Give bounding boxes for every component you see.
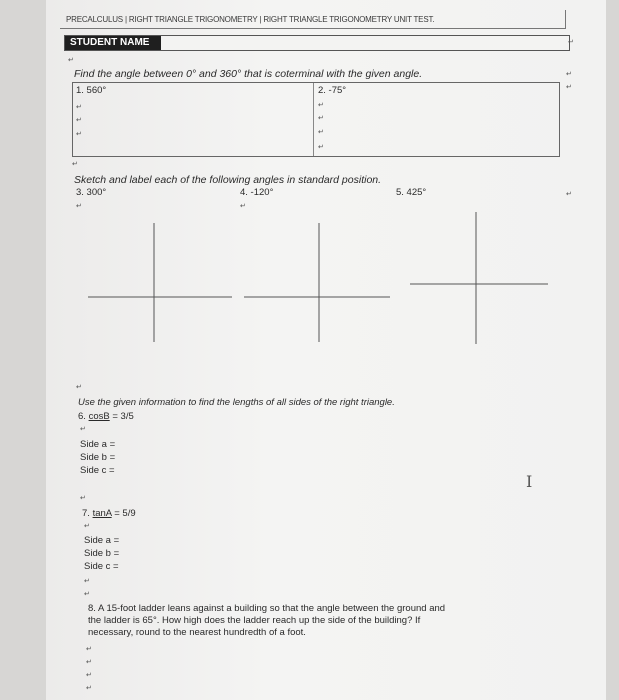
question-7-function: tanA <box>92 508 112 519</box>
document-header: PRECALCULUS | RIGHT TRIANGLE TRIGONOMETRY | RIGHT TRIANGLE TRIGONOMETRY UNIT TEST. <box>66 15 435 24</box>
return-mark-icon: ↵ <box>84 591 90 598</box>
question-6 <box>78 411 134 422</box>
return-mark-icon: ↵ <box>76 384 82 391</box>
return-mark-icon: ↵ <box>86 646 92 653</box>
question-7-value: = 5/9 <box>114 508 136 519</box>
return-mark-icon: ↵ <box>566 84 572 91</box>
return-mark-icon: ↵ <box>318 102 324 109</box>
q6-side-a: Side a = <box>80 439 116 450</box>
question-6-number: 6. <box>78 411 86 422</box>
question-8-line-1: 8. A 15-foot ladder leans against a building so that the angle between the ground and <box>88 603 446 614</box>
q7-side-b: Side b = <box>84 548 120 559</box>
question-3: 3. 300° <box>76 187 107 198</box>
question-6-function: cosB <box>88 411 110 422</box>
question-8-line-2: the ladder is 65°. How high does the ladder reach up the side of the building? If <box>88 615 421 626</box>
return-mark-icon: ↵ <box>84 578 90 585</box>
return-mark-icon: ↵ <box>80 495 86 502</box>
question-2: 2. -75° <box>318 85 347 96</box>
return-mark-icon: ↵ <box>84 523 90 530</box>
q7-side-c: Side c = <box>84 561 119 572</box>
return-mark-icon: ↵ <box>72 161 78 168</box>
return-mark-icon: ↵ <box>76 203 82 210</box>
return-mark-icon: ↵ <box>76 131 82 138</box>
sketch-instruction: Sketch and label each of the following angles in standard position. <box>74 174 382 186</box>
text-cursor-icon: I <box>526 472 533 491</box>
question-8-line-3: necessary, round to the nearest hundredth of a foot. <box>88 627 306 638</box>
student-name-label: STUDENT NAME <box>65 36 161 50</box>
return-mark-icon: ↵ <box>86 685 92 692</box>
return-mark-icon: ↵ <box>240 203 246 210</box>
return-mark-icon: ↵ <box>86 659 92 666</box>
question-7 <box>82 508 136 519</box>
question-4: 4. -120° <box>240 187 274 198</box>
return-mark-icon: ↵ <box>76 117 82 124</box>
question-7-number: 7. <box>82 508 90 519</box>
axes-q5 <box>410 212 548 344</box>
return-mark-icon: ↵ <box>318 115 324 122</box>
q7-side-a: Side a = <box>84 535 120 546</box>
triangle-instruction: Use the given information to find the lengths of all sides of the right triangle. <box>78 397 395 408</box>
question-1: 1. 560° <box>76 85 107 96</box>
return-mark-icon: ↵ <box>318 129 324 136</box>
return-mark-icon: ↵ <box>68 57 74 64</box>
return-mark-icon: ↵ <box>568 39 574 46</box>
axes-q3 <box>88 223 232 342</box>
return-mark-icon: ↵ <box>318 144 324 151</box>
return-mark-icon: ↵ <box>566 71 572 78</box>
question-6-value: = 3/5 <box>112 411 134 422</box>
return-mark-icon: ↵ <box>566 191 572 198</box>
q6-side-b: Side b = <box>80 452 116 463</box>
return-mark-icon: ↵ <box>86 672 92 679</box>
coterminal-instruction: Find the angle between 0° and 360° that is coterminal with the given angle. <box>74 68 423 80</box>
axes-q4 <box>244 223 390 342</box>
question-5: 5. 425° <box>396 187 427 198</box>
return-mark-icon: ↵ <box>76 104 82 111</box>
q6-side-c: Side c = <box>80 465 115 476</box>
return-mark-icon: ↵ <box>80 426 86 433</box>
